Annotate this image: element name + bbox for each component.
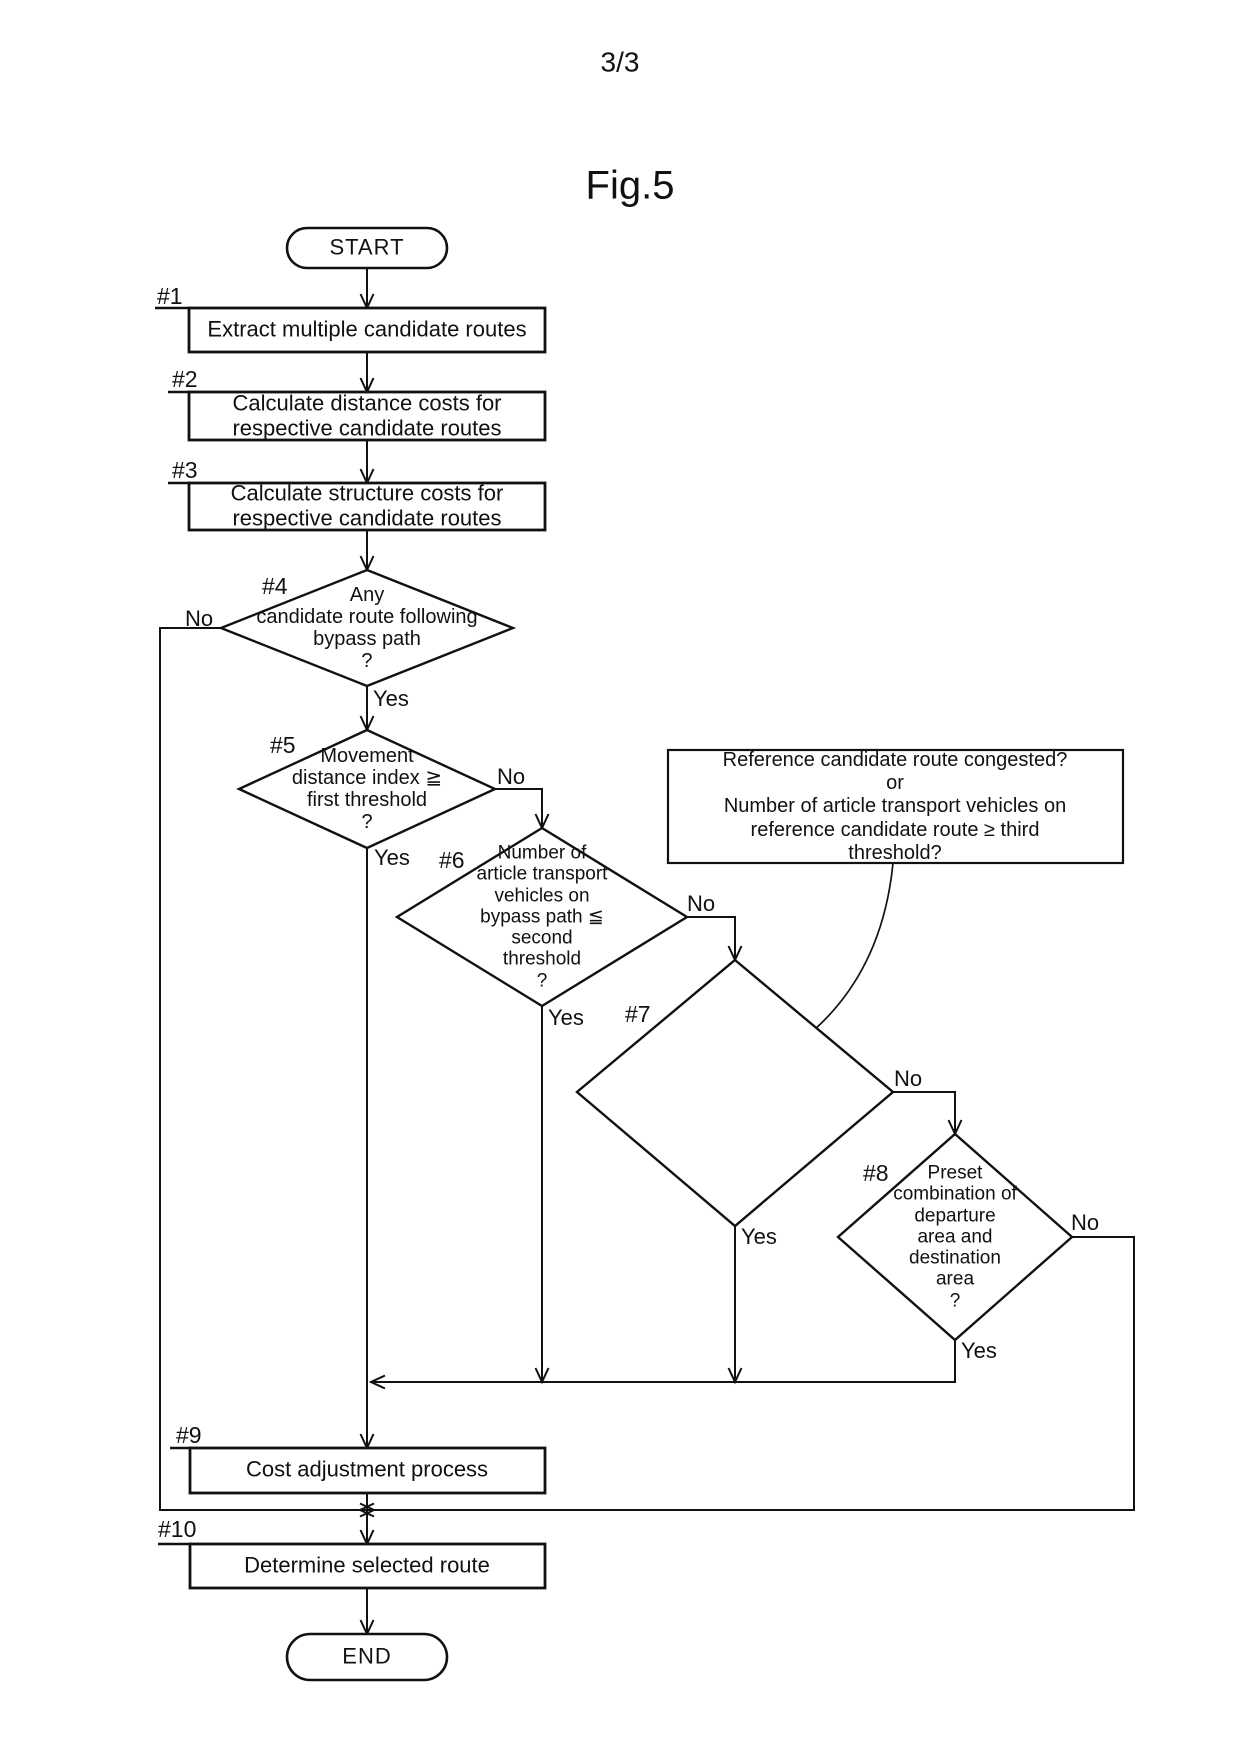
step-3-label: #3 [172, 457, 198, 483]
decision-6-no-label: No [687, 891, 716, 916]
step-10-text: Determine selected route [244, 1552, 490, 1578]
annotation-text: Reference candidate route congested? or Number of article transport vehicles on reference candidate route ≥ third threshold? [722, 749, 1068, 864]
step-4-label: #4 [262, 573, 288, 599]
step-1-label: #1 [157, 283, 183, 309]
decision-4-text: Any candidate route following bypass path ? [256, 584, 478, 672]
step-8-label: #8 [863, 1160, 889, 1186]
connector-s8-yes-merge [371, 1340, 955, 1382]
decision-6-yes-label: Yes [548, 1005, 584, 1030]
step-2-text: Calculate distance costs for respective candidate routes [232, 390, 502, 440]
step-2-label: #2 [172, 366, 198, 392]
figure-title: Fig.5 [585, 163, 675, 208]
decision-4-no-label: No [185, 606, 214, 631]
decision-8-yes-label: Yes [961, 1338, 997, 1363]
decision-7-yes-label: Yes [741, 1224, 777, 1249]
decision-5-no-label: No [497, 764, 526, 789]
start-terminal-label: START [329, 234, 405, 260]
end-terminal-label: END [342, 1643, 392, 1669]
decision-6-text: Number of article transport vehicles on bypass path ≦ second threshold ? [476, 842, 608, 992]
connector-s7-no-s8 [893, 1092, 955, 1134]
decision-7-no-label: No [894, 1066, 923, 1091]
step-10-label: #10 [158, 1516, 197, 1542]
step-9-text: Cost adjustment process [245, 1456, 489, 1482]
step-6-label: #6 [439, 847, 465, 873]
decision-8-text: Preset combination of departure area and destination area ? [893, 1162, 1017, 1312]
connector-s5-no-s6 [495, 789, 542, 828]
decision-8-no-label: No [1071, 1210, 1100, 1235]
decision-5-yes-label: Yes [374, 845, 410, 870]
connector-s6-no-s7 [687, 917, 735, 960]
step-5-label: #5 [270, 732, 296, 758]
step-1-text: Extract multiple candidate routes [207, 316, 527, 342]
page-number: 3/3 [600, 46, 640, 78]
step-9-label: #9 [176, 1422, 202, 1448]
decision-7-diamond [577, 960, 893, 1226]
decision-5-text: Movement distance index ≧ first threshold ? [291, 745, 443, 833]
decision-4-yes-label: Yes [373, 686, 409, 711]
step-7-label: #7 [625, 1001, 651, 1027]
step-3-text: Calculate structure costs for respective candidate routes [230, 480, 504, 530]
